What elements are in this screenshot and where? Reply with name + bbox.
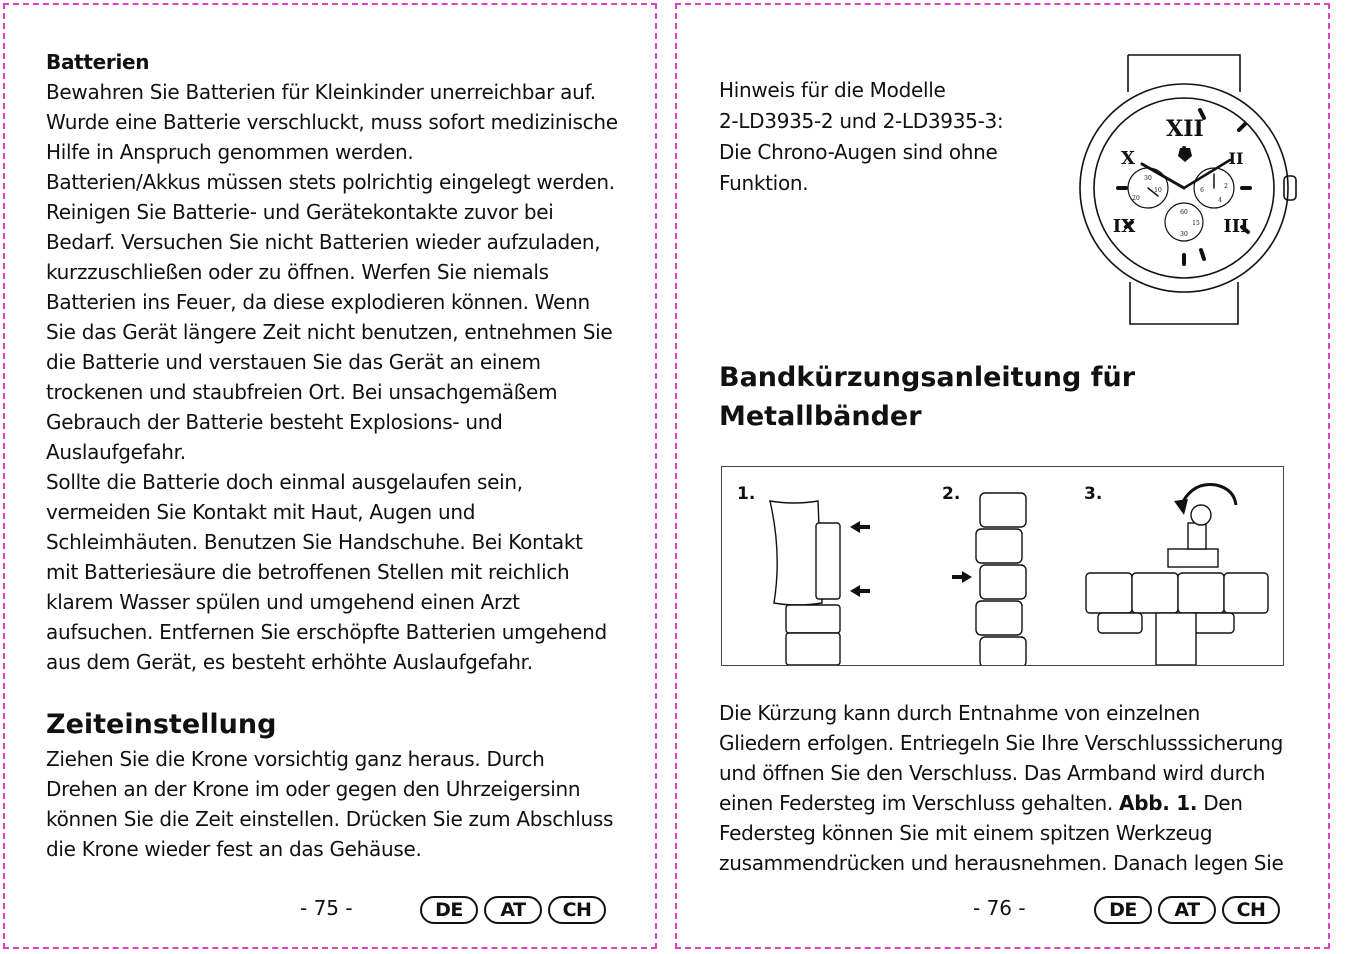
badge-ch: CH [1222,896,1280,924]
country-badges-left [420,896,606,924]
batterien-line: klarem Wasser spülen und umgehend einen Arzt [46,590,520,614]
zeiteinstellung-line: die Krone wieder fest an das Gehäuse. [46,837,422,861]
subdial-num: 4 [1218,197,1222,204]
numeral-3: III [1223,216,1249,237]
kuerzung-line-text: einen Federsteg im Verschluss gehalten. [719,791,1113,815]
kuerzung-line: Federsteg können Sie mit einem spitzen Werkzeug [719,821,1213,845]
subdial-num: 60 [1180,209,1188,216]
subdial-num: 6 [1200,187,1204,194]
country-badges-right [1094,896,1280,924]
batterien-line: Auslaufgefahr. [46,440,186,464]
bandkuerzung-heading-line-1: Bandkürzungsanleitung für [719,362,1136,393]
kuerzung-line: Die Kürzung kann durch Entnahme von einzelnen [719,701,1200,725]
batterien-line: Batterien/Akkus müssen stets polrichtig eingelegt werden. [46,170,615,194]
zeiteinstellung-line: können Sie die Zeit einstellen. Drücken Sie zum Abschluss [46,807,614,831]
numeral-9: IX [1112,216,1136,237]
subdial-num: 30 [1144,175,1152,182]
batterien-line: die Batterie und verstauen Sie das Gerät an einem [46,350,541,374]
hinweis-line-1: Hinweis für die Modelle [719,78,946,102]
batterien-line: Hilfe in Anspruch genommen werden. [46,140,414,164]
hinweis-line-3: Die Chrono-Augen sind ohne [719,140,998,164]
numeral-2: II [1228,149,1244,168]
batterien-line: mit Batteriesäure die betroffenen Stellen mit reichlich [46,560,570,584]
zeiteinstellung-heading: Zeiteinstellung [46,709,277,740]
kuerzung-text [719,698,1299,878]
bandkuerzung-heading-line-2: Metallbänder [719,401,922,432]
badge-ch: CH [548,896,606,924]
batterien-line: kurzzuschließen oder zu öffnen. Werfen Sie niemals [46,260,549,284]
step-1-label: 1. [737,484,756,504]
step-3-label: 3. [1084,484,1103,504]
hinweis-line-4: Funktion. [719,171,809,195]
subdial-num: 2 [1224,183,1228,190]
zeiteinstellung-line: Ziehen Sie die Krone vorsichtig ganz heraus. Durch [46,747,545,771]
batterien-line: aus dem Gerät, es besteht erhöhte Auslaufgefahr. [46,650,533,674]
subdial-num: 20 [1132,195,1140,202]
batterien-text [46,77,636,677]
watch-illustration [1070,52,1302,328]
batterien-line: Gebrauch der Batterie besteht Explosions- und [46,410,503,434]
kuerzung-line [719,788,1299,818]
batterien-section [46,47,636,677]
kuerzung-line: zusammendrücken und herausnehmen. Danach legen Sie [719,851,1284,875]
batterien-line: Sie das Gerät längere Zeit nicht benutzen, entnehmen Sie [46,320,613,344]
batterien-line: aufsuchen. Entfernen Sie erschöpfte Batterien umgehend [46,620,607,644]
kuerzung-line: und öffnen Sie den Verschluss. Das Armband wird durch [719,761,1266,785]
batterien-line: Schleimhäuten. Benutzen Sie Handschuhe. Bei Kontakt [46,530,583,554]
badge-at: AT [484,896,542,924]
batterien-line: Sollte die Batterie doch einmal ausgelaufen sein, [46,470,523,494]
numeral-10: X [1121,148,1135,169]
bandkuerzung-heading [719,358,1135,436]
batterien-line: Bedarf. Versuchen Sie nicht Batterien wieder aufzuladen, [46,230,601,254]
subdial-num: 10 [1154,187,1162,194]
badge-de: DE [1094,896,1152,924]
kuerzung-line-tail: Den [1203,791,1243,815]
band-illustration [722,467,1283,665]
hinweis-block [719,75,1059,199]
badge-de: DE [420,896,478,924]
numeral-12: XII [1166,116,1204,142]
zeiteinstellung-line: Drehen an der Krone im oder gegen den Uhrzeigersinn [46,777,581,801]
batterien-line: Bewahren Sie Batterien für Kleinkinder unerreichbar auf. [46,80,596,104]
page-number-right: - 76 - [973,896,1026,920]
step-2-label: 2. [942,484,961,504]
batterien-line: Wurde eine Batterie verschluckt, muss sofort medizinische [46,110,618,134]
batterien-heading: Batterien [46,50,150,74]
subdial-num: 30 [1180,231,1188,238]
batterien-line: trockenen und staubfreien Ort. Bei unsachgemäßem [46,380,558,404]
kuerzung-line: Gliedern erfolgen. Entriegeln Sie Ihre Verschlusssicherung [719,731,1283,755]
badge-at: AT [1158,896,1216,924]
batterien-line: Batterien ins Feuer, da diese explodieren können. Wenn [46,290,590,314]
page-number-left: - 75 - [300,896,353,920]
abb-reference: Abb. 1. [1119,791,1198,815]
batterien-line: vermeiden Sie Kontakt mit Haut, Augen und [46,500,476,524]
hinweis-line-2: 2-LD3935-2 und 2-LD3935-3: [719,109,1004,133]
zeiteinstellung-text [46,744,636,864]
subdial-num: 15 [1192,220,1200,227]
batterien-line: Reinigen Sie Batterie- und Gerätekontakte zuvor bei [46,200,554,224]
